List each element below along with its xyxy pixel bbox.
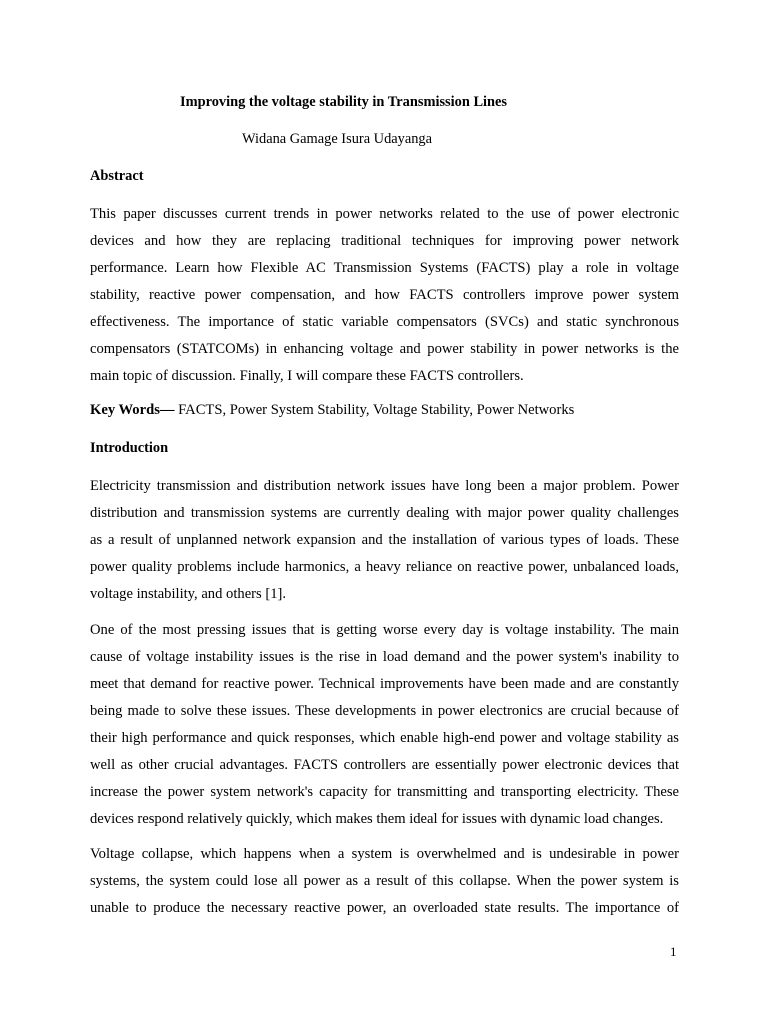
intro-line: increase the power system network's capacity for transmitting and transporting electricity. These — [90, 784, 679, 800]
keywords-text: FACTS, Power System Stability, Voltage Stability, Power Networks — [174, 402, 575, 418]
intro-paragraph-3 — [90, 841, 679, 922]
abstract-line: performance. Learn how Flexible AC Transmission Systems (FACTS) play a role in voltage — [90, 260, 679, 276]
intro-line: One of the most pressing issues that is getting worse every day is voltage instability. The main — [90, 622, 679, 638]
abstract-paragraph — [90, 201, 679, 390]
intro-line: Electricity transmission and distribution network issues have long been a major problem. Power — [90, 478, 679, 494]
intro-line: their high performance and quick responses, which enable high-end power and voltage stability as — [90, 730, 679, 746]
intro-line: as a result of unplanned network expansion and the installation of various types of loads. These — [90, 532, 679, 548]
introduction-heading: Introduction — [90, 440, 169, 456]
intro-paragraph-2 — [90, 617, 679, 833]
page-number: 1 — [670, 944, 677, 959]
abstract-line: main topic of discussion. Finally, I will compare these FACTS controllers. — [90, 368, 524, 384]
abstract-heading: Abstract — [90, 168, 144, 184]
intro-line: being made to solve these issues. These developments in power electronics are crucial because of — [90, 703, 679, 719]
abstract-line: This paper discusses current trends in power networks related to the use of power electronic — [90, 206, 679, 222]
keywords-label: Key Words— — [90, 402, 175, 418]
intro-line: power quality problems include harmonics, a heavy reliance on reactive power, unbalanced loads, — [90, 559, 679, 575]
intro-line: distribution and transmission systems are currently dealing with major power quality challenges — [90, 505, 679, 521]
intro-line: Voltage collapse, which happens when a system is overwhelmed and is undesirable in power — [90, 846, 679, 862]
intro-line: unable to produce the necessary reactive power, an overloaded state results. The importance of — [90, 900, 679, 916]
intro-paragraph-1 — [90, 473, 679, 608]
abstract-line: compensators (STATCOMs) in enhancing voltage and power stability in power networks is the — [90, 341, 679, 357]
author-name: Widana Gamage Isura Udayanga — [242, 131, 433, 147]
intro-line: cause of voltage instability issues is the rise in load demand and the power system's inability to — [90, 649, 679, 665]
intro-line: meet that demand for reactive power. Technical improvements have been made and are constantly — [90, 676, 679, 692]
intro-line: well as other crucial advantages. FACTS controllers are essentially power electronic devices that — [90, 757, 679, 773]
abstract-line: devices and how they are replacing traditional techniques for improving power network — [90, 233, 679, 249]
intro-line: systems, the system could lose all power as a result of this collapse. When the power system is — [90, 873, 679, 889]
keywords — [90, 400, 574, 420]
paper-title: Improving the voltage stability in Transmission Lines — [180, 94, 508, 110]
intro-line: voltage instability, and others [1]. — [90, 586, 287, 602]
abstract-line: stability, reactive power compensation, and how FACTS controllers improve power system — [90, 287, 679, 303]
intro-line: devices respond relatively quickly, which makes them ideal for issues with dynamic load changes. — [90, 811, 664, 827]
abstract-line: effectiveness. The importance of static variable compensators (SVCs) and static synchronous — [90, 314, 679, 330]
